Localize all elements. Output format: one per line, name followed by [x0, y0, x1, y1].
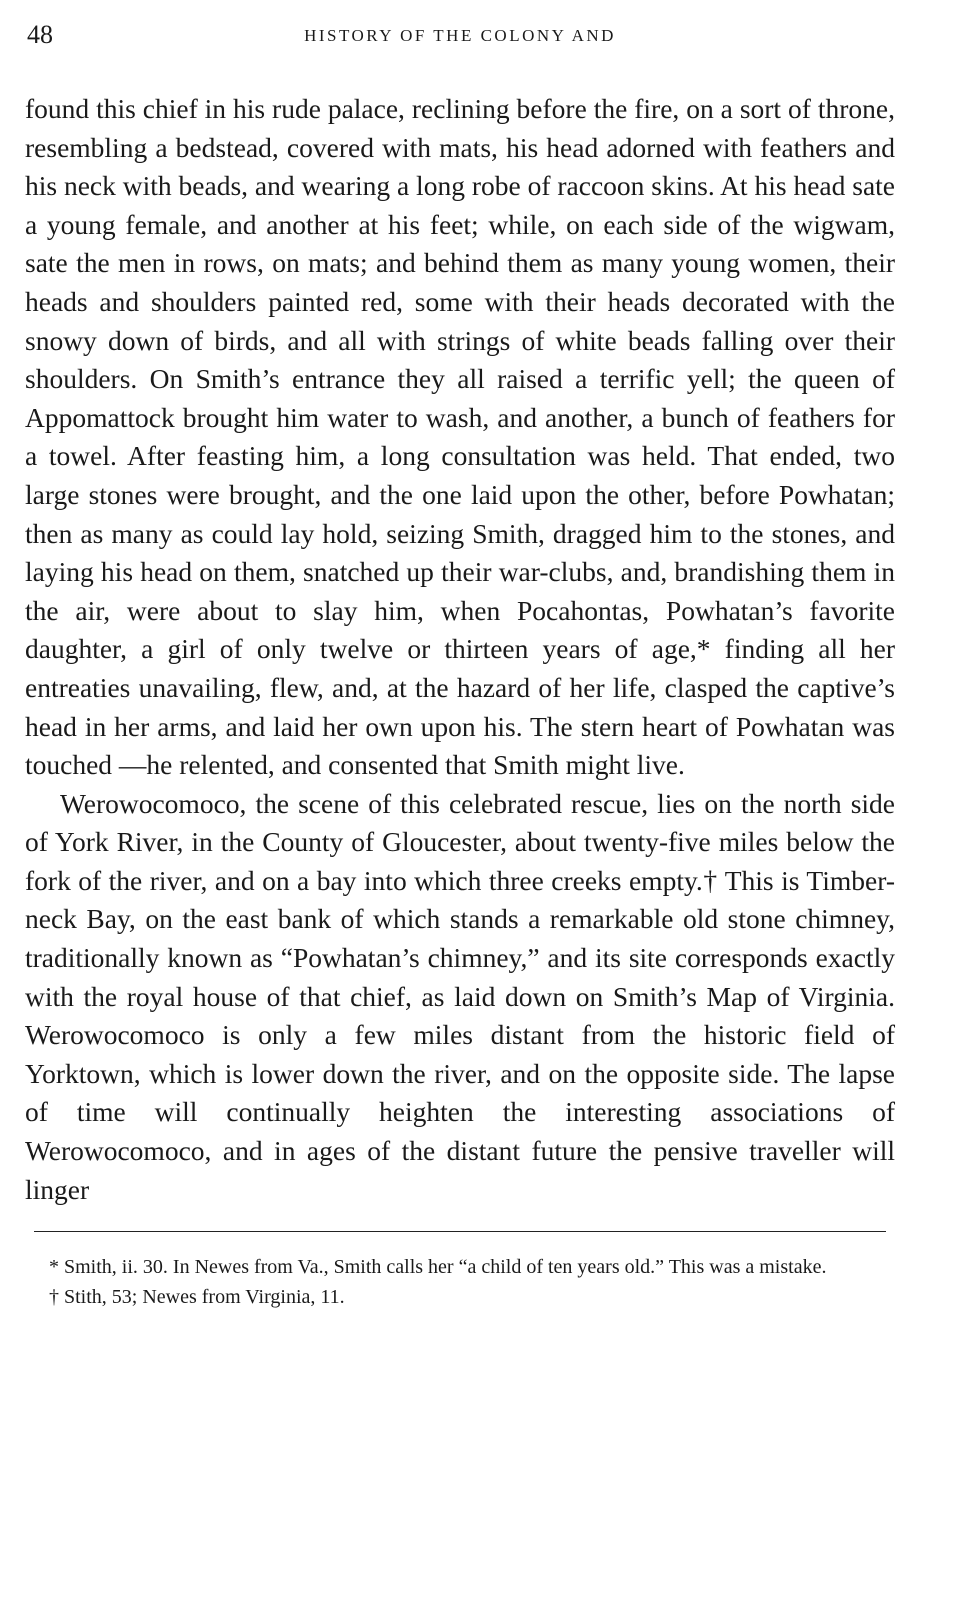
- footnote-rule: [34, 1231, 886, 1232]
- page-number: 48: [27, 20, 53, 49]
- running-title: HISTORY OF THE COLONY AND: [304, 26, 616, 45]
- footnote-dagger: † Stith, 53; Newes from Virginia, 11.: [49, 1286, 345, 1309]
- paragraph-continued: found this chief in his rude palace, reclining before the fire, on a sort of throne, resembling a bedstead, covered with mats, his head adorned with feathers and his neck with beads, and wearing a long robe of raccoon skins. At his head sate a young female, and another at his feet; while, on each side of the wigwam, sate the men in rows, on mats; and behind them as many young women, their heads and shoulders painted red, some with their heads decorated with the snowy down of birds, and all with strings of white beads falling over their shoulders. On Smith’s entrance they all raised a terrific yell; the queen of Appomattock brought him water to wash, and another, a bunch of feathers for a towel. After feasting him, a long consultation was held. That ended, two large stones were brought, and the one laid upon the other, before Powhatan; then as many as could lay hold, seizing Smith, dragged him to the stones, and laying his head on them, snatched up their war-clubs, and, brandishing them in the air, were about to slay him, when Pocahontas, Powhatan’s favorite daughter, a girl of only twelve or thirteen years of age,* finding all her entreaties unavailing, flew, and, at the hazard of her life, clasped the captive’s head in her arms, and laid her own upon his. The stern heart of Powhatan was touched —he relented, and consented that Smith might live.: [25, 93, 895, 781]
- running-head: [25, 18, 895, 58]
- book-page: [25, 18, 895, 1312]
- footnotes: [25, 1252, 895, 1312]
- footnote-asterisk: * Smith, ii. 30. In Newes from Va., Smith calls her “a child of ten years old.” This was a mistake.: [49, 1256, 827, 1279]
- paragraph-werowocomoco: Werowocomoco, the scene of this celebrated rescue, lies on the north side of York River, in the County of Gloucester, about twenty-five miles below the fork of the river, and on a bay into which three creeks empty.† This is Timber-neck Bay, on the east bank of which stands a remarkable old stone chimney, traditionally known as “Powhatan’s chimney,” and its site corresponds exactly with the royal house of that chief, as laid down on Smith’s Map of Virginia. Werowocomoco is only a few miles distant from the historic field of Yorktown, which is lower down the river, and on the opposite side. The lapse of time will continually heighten the interesting associations of Werowocomoco, and in ages of the distant future the pensive traveller will linger: [25, 787, 895, 1205]
- body-text: [25, 90, 895, 1209]
